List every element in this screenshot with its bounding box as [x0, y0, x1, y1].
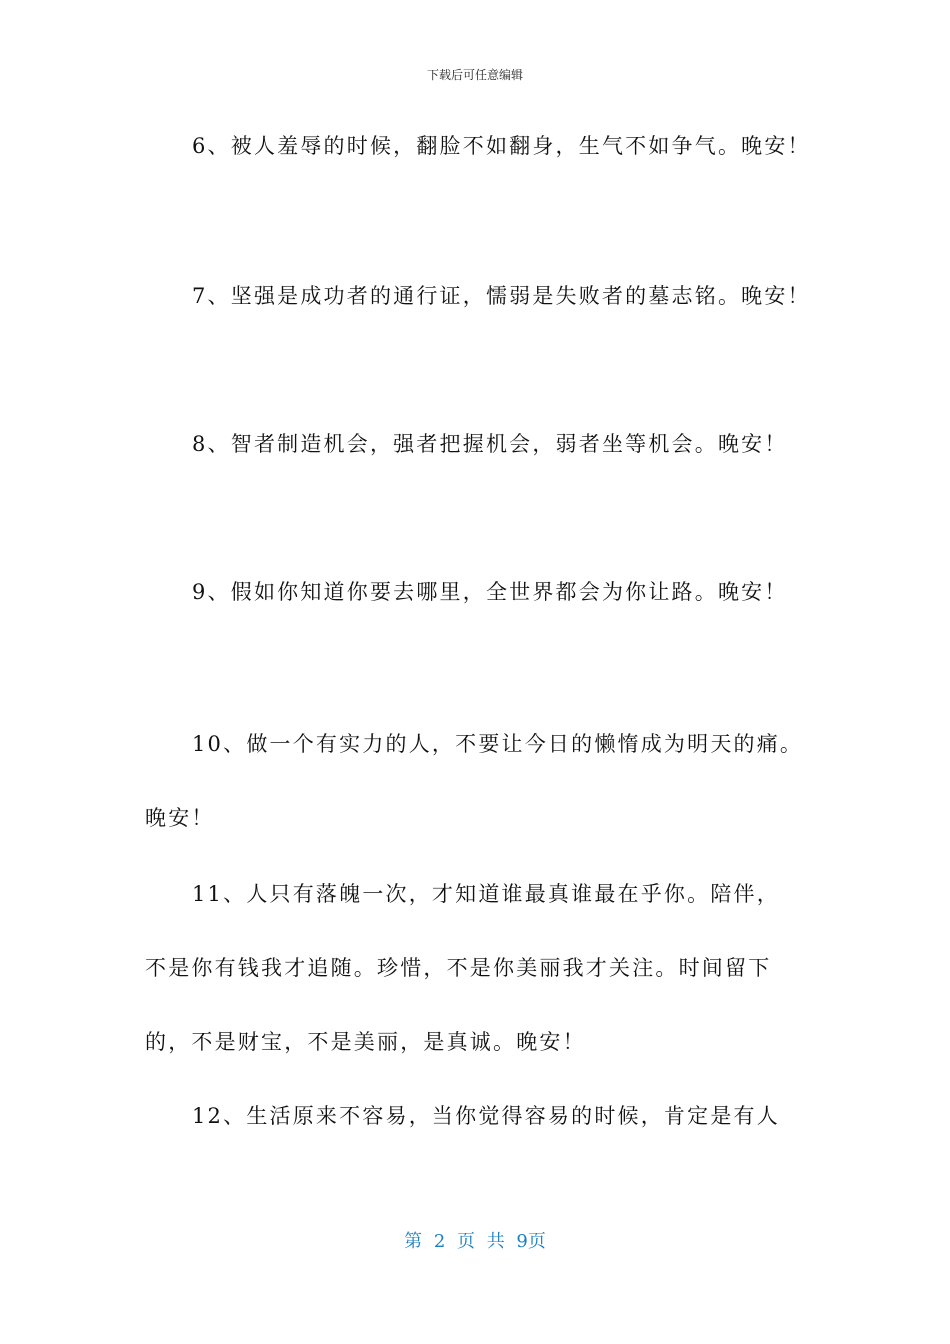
- paragraph-line: 8、智者制造机会，强者把握机会，弱者坐等机会。晚安！: [192, 432, 788, 456]
- paragraph-line: 7、坚强是成功者的通行证，懦弱是失败者的墓志铭。晚安！: [192, 284, 811, 308]
- paragraph-line: 12、生活原来不容易，当你觉得容易的时候，肯定是有人: [192, 1104, 780, 1128]
- paragraph-line: 6、被人羞辱的时候，翻脸不如翻身，生气不如争气。晚安！: [192, 134, 811, 158]
- paragraph-line: 晚安！: [145, 806, 215, 830]
- paragraph-line: 的，不是财宝，不是美丽，是真诚。晚安！: [145, 1030, 586, 1054]
- paragraph-line: 不是你有钱我才追随。珍惜，不是你美丽我才关注。时间留下: [145, 956, 772, 980]
- page-header: 下载后可任意编辑: [426, 68, 523, 82]
- paragraph-line: 10、做一个有实力的人，不要让今日的懒惰成为明天的痛。: [192, 732, 804, 756]
- page-footer: 第 2 页 共 9页: [404, 1231, 546, 1252]
- paragraph-line: 11、人只有落魄一次，才知道谁最真谁最在乎你。陪伴，: [192, 882, 780, 906]
- paragraph-line: 9、假如你知道你要去哪里，全世界都会为你让路。晚安！: [192, 580, 788, 604]
